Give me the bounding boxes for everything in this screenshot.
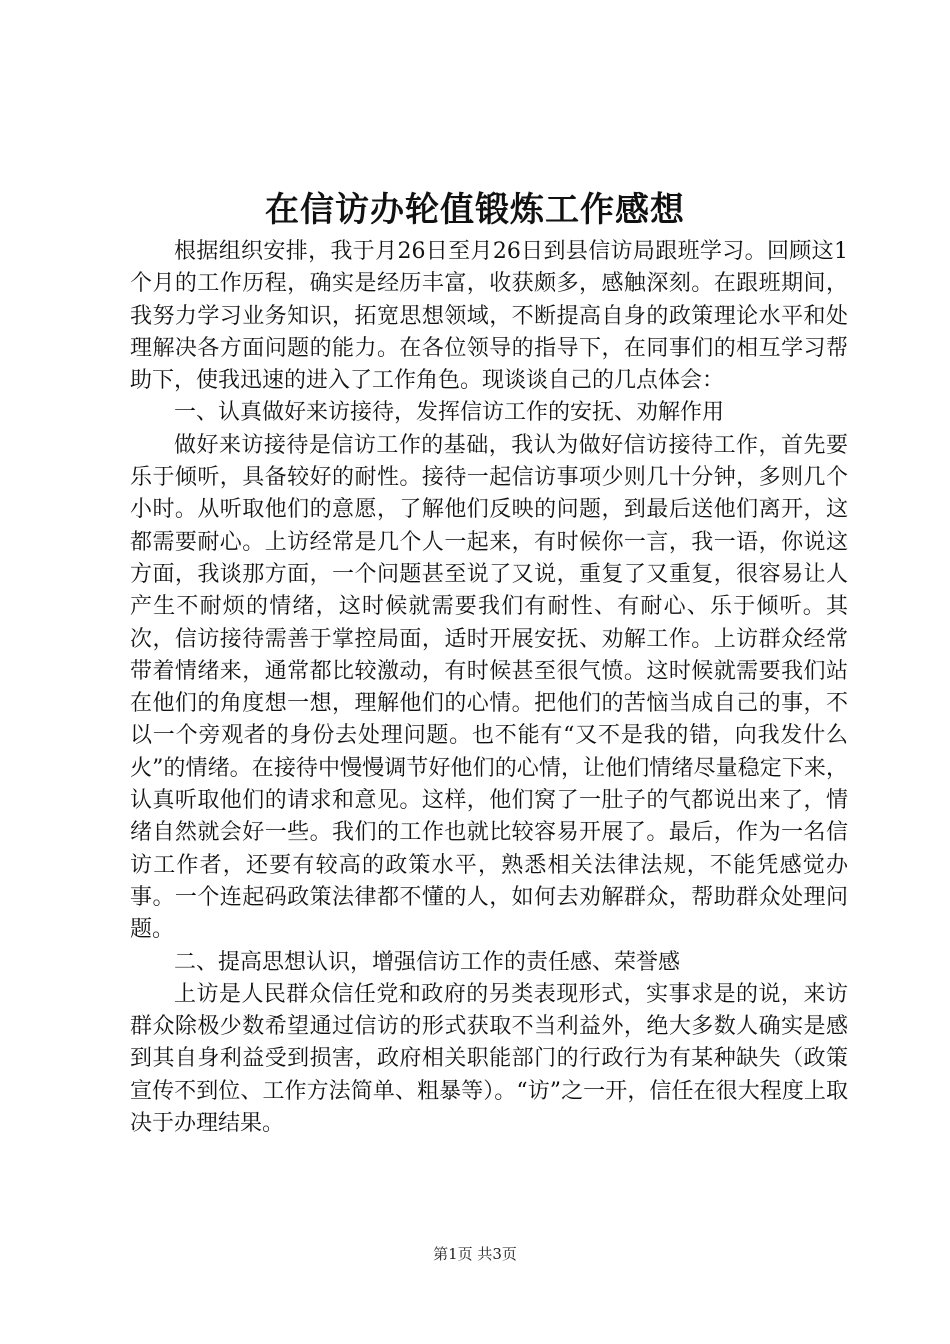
document-body <box>130 236 848 1140</box>
page-footer: 第1页 共3页 <box>433 1245 517 1263</box>
section-heading-2: 二、提高思想认识，增强信访工作的责任感、荣誉感 <box>174 949 681 975</box>
paragraph-section-1: 做好来访接待是信访工作的基础，我认为做好信访接待工作，首先要乐于倾听，具备较好的耐性。接待一起信访事项少则几十分钟，多则几个小时。从听取他们的意愿，了解他们反映的问题，到最后送他们离开，这都需要耐心。上访经常是几个人一起来，有时候你一言，我一语，你说这方面，我谈那方面，一个问题甚至说了又说，重复了又重复，很容易让人产生不耐烦的情绪，这时候就需要我们有耐性、有耐心、乐于倾听。其次，信访接待需善于掌控局面，适时开展安抚、劝解工作。上访群众经常带着情绪来，通常都比较激动，有时候甚至很气愤。这时候就需要我们站在他们的角度想一想，理解他们的心情。把他们的苦恼当成自己的事，不以一个旁观者的身份去处理问题。也不能有“又不是我的错，向我发什么火”的情绪。在接待中慢慢调节好他们的心情，让他们情绪尽量稳定下来，认真听取他们的请求和意见。这样，他们窝了一肚子的气都说出来了，情绪自然就会好一些。我们的工作也就比较容易开展了。最后，作为一名信访工作者，还要有较高的政策水平，熟悉相关法律法规，不能凭感觉办事。一个连起码政策法律都不懂的人，如何去劝解群众，帮助群众处理问题。 <box>130 432 848 943</box>
section-heading-1: 一、认真做好来访接待，发挥信访工作的安抚、劝解作用 <box>174 400 725 426</box>
paragraph-section-2: 上访是人民群众信任党和政府的另类表现形式，实事求是的说，来访群众除极少数希望通过信访的形式获取不当利益外，绝大多数人确实是感到其自身利益受到损害，政府相关职能部门的行政行为有某种缺失（政策宣传不到位、工作方法简单、粗暴等）。“访”之一开，信任在很大程度上取决于办理结果。 <box>130 981 848 1137</box>
document-title: 在信访办轮值锻炼工作感想 <box>265 190 685 230</box>
paragraph-intro: 根据组织安排，我于月26日至月26日到县信访局跟班学习。回顾这1个月的工作历程，确实是经历丰富，收获颇多，感触深刻。在跟班期间，我努力学习业务知识，拓宽思想领域，不断提高自身的政策理论水平和处理解决各方面问题的能力。在各位领导的指导下，在同事们的相互学习帮助下，使我迅速的进入了工作角色。现谈谈自己的几点体会： <box>130 239 848 394</box>
